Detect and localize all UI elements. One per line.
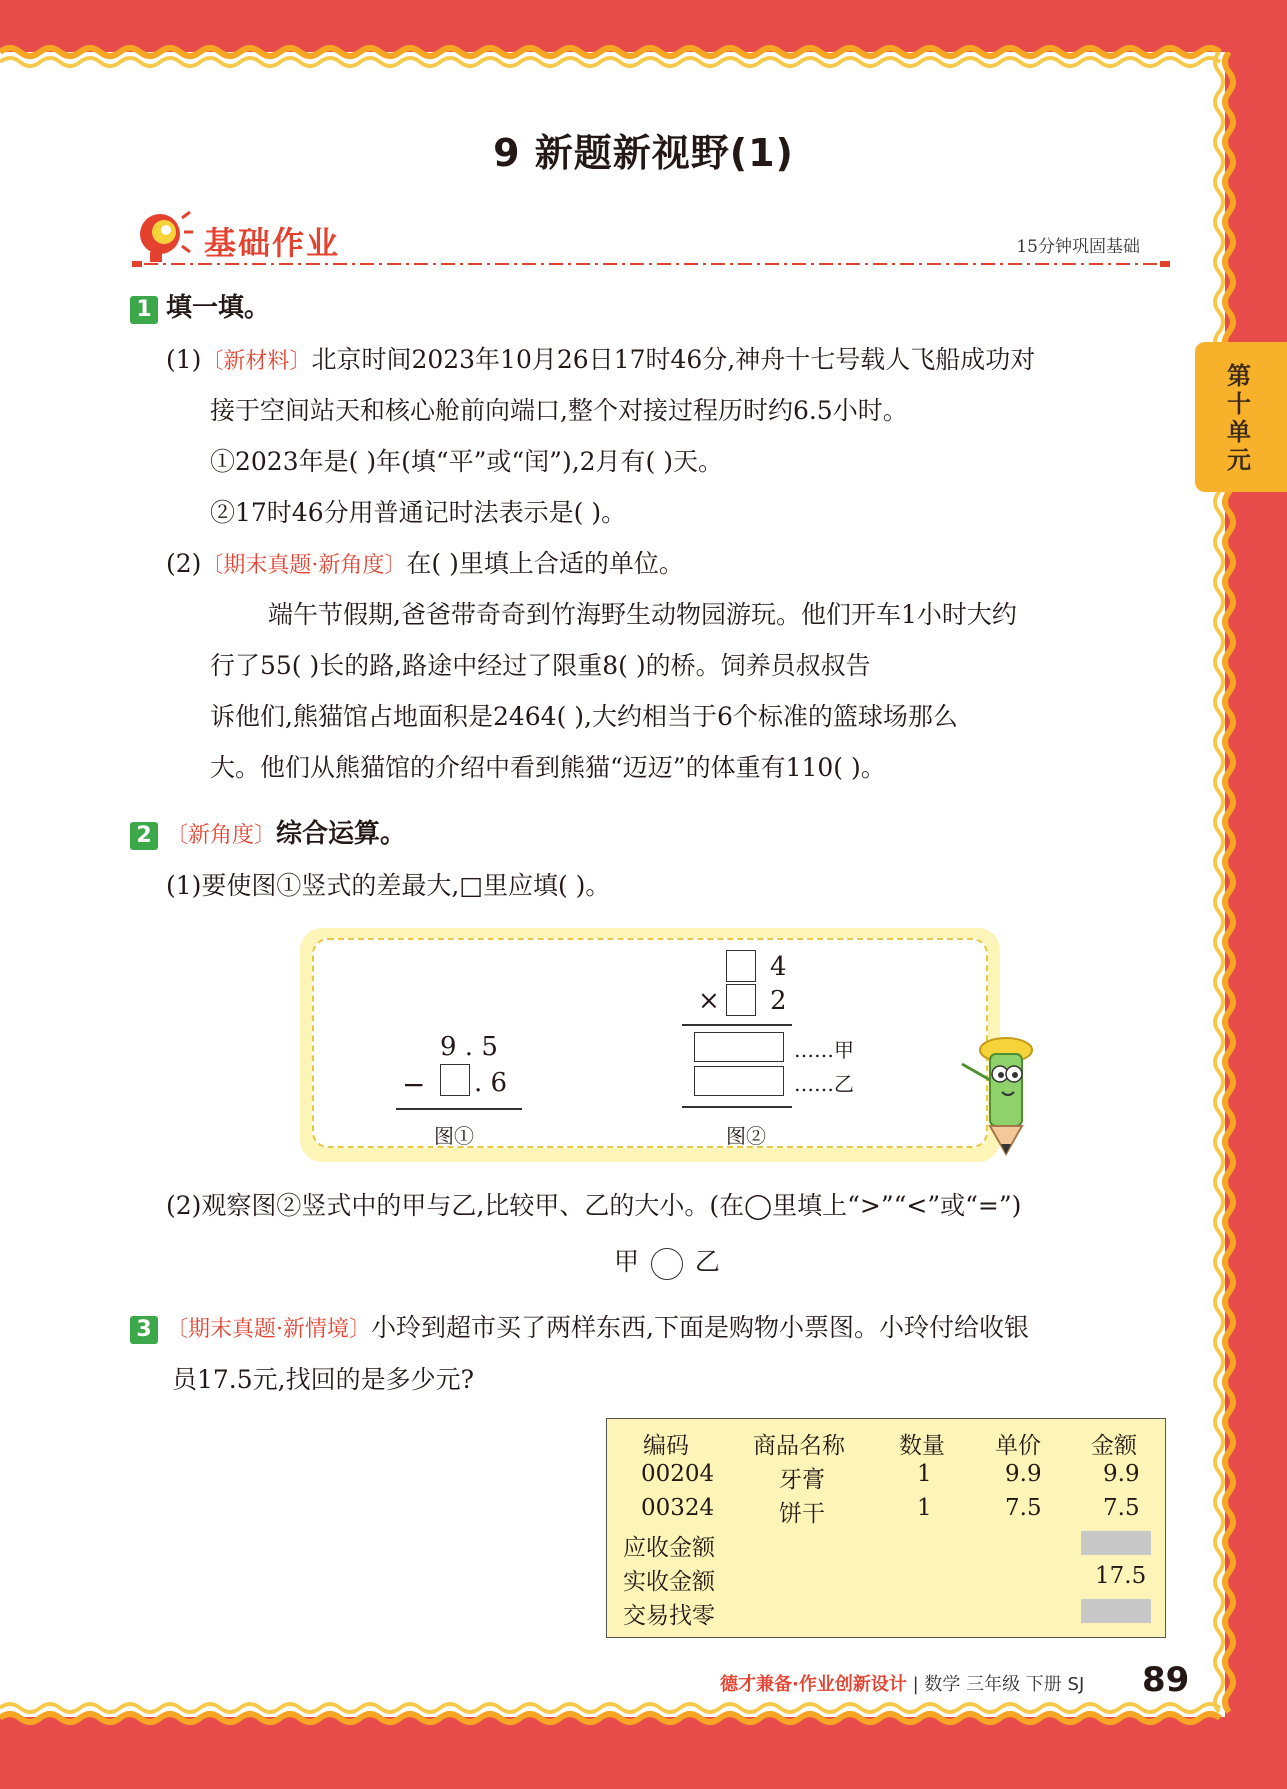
top-wave-border [0,40,1287,80]
section-header [130,208,1170,268]
bottom-wave-border [0,1696,1287,1736]
fig2-times-sign: × [698,986,720,1016]
receipt-row1-price: 9.9 [1005,1461,1042,1487]
right-wave-border [1205,52,1245,1717]
receipt-row1-code: 00204 [641,1461,715,1487]
fig2-blank-box-mid[interactable] [726,984,756,1016]
q3-line2: 员17.5元,找回的是多少元? [172,1365,475,1394]
q2-number: 2 [130,822,158,850]
fig2-digit-mid: 2 [770,986,787,1016]
figure-inner [312,938,988,1148]
q1-part2-text: 在( )里填上合适的单位。 [406,549,684,578]
fig2-digit-top: 4 [770,952,787,982]
receipt-header-qty: 数量 [899,1433,945,1459]
fig2-caption: 图② [726,1124,766,1148]
q2-part2: (2)观察图②竖式中的甲与乙,比较甲、乙的大小。(在◯里填上“>”“<”或“=”) [166,1191,1022,1220]
receipt-change-label: 交易找零 [623,1603,715,1629]
page-number: 89 [1142,1660,1190,1700]
q1-part1-subq-a: ①2023年是( )年(填“平”或“闰”),2月有( )天。 [210,447,724,476]
q2-tag: 〔新角度〕 [166,823,277,848]
q1-number: 1 [130,296,158,324]
section-divider [132,260,1172,268]
receipt-due-label: 应收金额 [623,1535,715,1561]
q1-part1-subq-b: ②17时46分用普通记时法表示是( )。 [210,498,627,527]
page-title: 9 新题新视野(1) [493,131,794,175]
receipt-header-price: 单价 [995,1433,1041,1459]
section-note: 15分钟巩固基础 [1016,237,1140,257]
receipt-due-value-blank [1081,1531,1151,1555]
q1-part2-line1: 端午节假期,爸爸带奇奇到竹海野生动物园游玩。他们开车1小时大约 [268,600,1017,629]
footer-subject: | 数学 三年级 下册 SJ [912,1674,1085,1695]
q1-heading-row [130,282,270,334]
fig1-rule [396,1108,522,1110]
compare-circle[interactable] [651,1248,683,1280]
fig2-rule-1 [682,1024,792,1026]
receipt-row2-amount: 7.5 [1103,1495,1140,1521]
page-footer [720,1670,1084,1696]
receipt-paid-value: 17.5 [1095,1563,1147,1589]
q1-part1-tag: 〔新材料〕 [201,349,312,374]
q1-part2-line [166,538,684,591]
receipt-row1-amount: 9.9 [1103,1461,1140,1487]
compare-right: 乙 [694,1247,720,1276]
receipt-row1-name: 牙膏 [779,1467,825,1493]
q3-line1: 小玲到超市买了两样东西,下面是购物小票图。小玲付给收银 [371,1313,1029,1342]
q1-part1-text: 北京时间2023年10月26日17时46分,神舟十七号载人飞船成功对 [311,345,1036,374]
fig1-top-number: 9 . 5 [440,1032,498,1062]
fig1-caption: 图① [434,1124,474,1148]
receipt-header-code: 编码 [643,1433,689,1459]
fig2-label-jia: ……甲 [794,1038,854,1062]
q1-heading: 填一填。 [166,293,271,323]
fig2-product-box-yi[interactable] [694,1066,784,1096]
pencil-mascot-icon [956,1030,1040,1160]
unit-tab-label: 第十单元 [1227,362,1251,474]
q2-compare-row [614,1236,720,1287]
receipt-row2-code: 00324 [641,1495,715,1521]
receipt-header-name: 商品名称 [753,1433,845,1459]
figure-panel [300,928,1000,1162]
q1-part2-line2: 行了55( )长的路,路途中经过了限重8( )的桥。饲养员叔叔告 [210,651,871,680]
q2-heading-row [130,808,406,861]
q3-number: 3 [130,1316,158,1344]
fig1-blank-box[interactable] [440,1064,470,1096]
q2-part1: (1)要使图①竖式的差最大,□里应填( )。 [166,871,611,900]
receipt-row2-price: 7.5 [1005,1495,1042,1521]
fig1-bottom-number: . 6 [474,1068,508,1098]
footer-brand: 德才兼备·作业创新设计 [720,1674,907,1695]
q1-part1-prefix: (1) [166,345,202,374]
receipt-change-value-blank [1081,1599,1151,1623]
section-label: 基础作业 [204,224,341,262]
fig1-minus-sign: − [402,1068,426,1101]
fig2-label-yi: ……乙 [794,1072,854,1096]
fig2-product-box-jia[interactable] [694,1032,784,1062]
receipt-row1-qty: 1 [917,1461,932,1487]
fig2-rule-2 [682,1106,792,1108]
q1-part1-line1 [166,334,1035,387]
unit-side-tab[interactable] [1195,342,1287,492]
receipt-row2-qty: 1 [917,1495,932,1521]
receipt-header-amount: 金额 [1091,1433,1137,1459]
q1-part2-line3: 诉他们,熊猫馆占地面积是2464( ),大约相当于6个标准的篮球场那么 [210,702,958,731]
q3-heading-row [130,1302,1029,1355]
q1-part2-tag: 〔期末真题·新角度〕 [201,553,407,578]
compare-left: 甲 [614,1247,640,1276]
q1-part2-prefix: (2) [166,549,202,578]
q2-heading: 综合运算。 [276,819,407,849]
q3-tag: 〔期末真题·新情境〕 [166,1317,371,1342]
receipt-row2-name: 饼干 [779,1501,825,1527]
shopping-receipt [606,1418,1166,1638]
q1-part1-line2: 接于空间站天和核心舱前向端口,整个对接过程历时约6.5小时。 [210,396,908,425]
fig2-blank-box-top[interactable] [726,950,756,982]
q1-part2-line4: 大。他们从熊猫馆的介绍中看到熊猫“迈迈”的体重有110( )。 [210,753,886,782]
lightbulb-icon [130,208,194,264]
receipt-paid-label: 实收金额 [623,1569,715,1595]
